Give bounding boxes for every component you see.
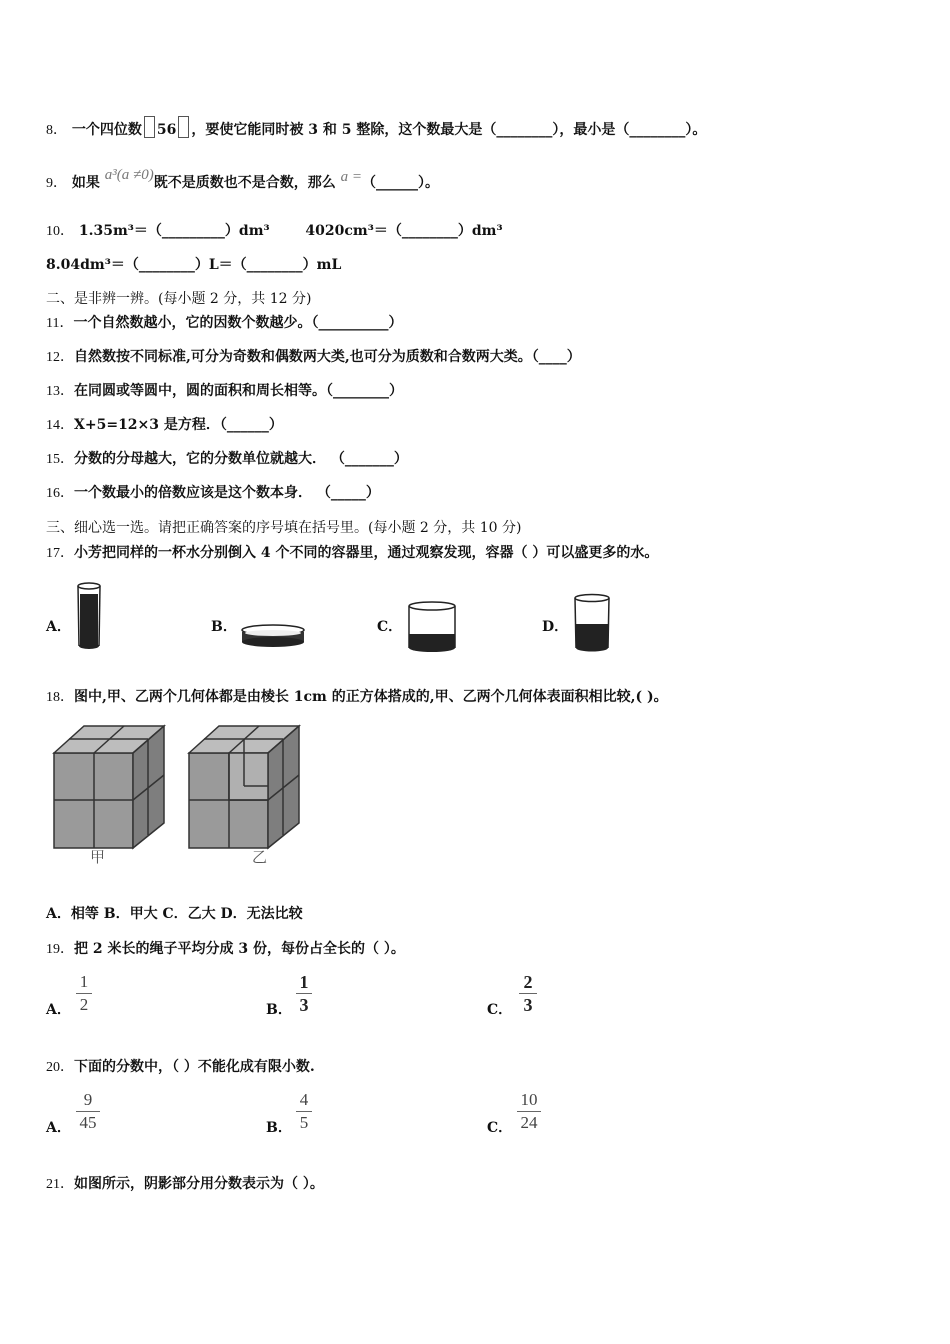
q9-math-b: a = <box>340 169 362 185</box>
q11-text: 一个自然数越小，它的因数个数越少。（__________） <box>73 315 403 331</box>
question-11 <box>46 314 402 333</box>
q20-option-c[interactable]: C． <box>487 1120 513 1136</box>
q19-fraction-b: 1 3 <box>296 972 312 1015</box>
q9-text-c: （______）。 <box>361 175 439 191</box>
solid-yi-label: 乙 <box>252 848 268 866</box>
question-12 <box>46 348 581 367</box>
q12-text: 自然数按不同标准,可分为奇数和偶数两大类,也可分为质数和合数两大类。（____） <box>74 349 581 365</box>
q19-text: 把 2 米长的绳子平均分成 3 份，每份占全长的（ ）。 <box>74 941 405 957</box>
q16-text: 一个数最小的倍数应该是这个数本身． （_____） <box>74 485 380 501</box>
q17-option-c[interactable]: C． <box>377 619 403 635</box>
q16-number: 16． <box>46 486 74 501</box>
q17-text: 小芳把同样的一杯水分别倒入 4 个不同的容器里，通过观察发现，容器（ ）可以盛更多的水。 <box>74 545 659 561</box>
container-d-icon <box>570 592 614 654</box>
q21-number: 21． <box>46 1177 74 1192</box>
q20-option-b[interactable]: B． <box>266 1120 292 1136</box>
cube-figure <box>44 718 314 873</box>
question-8 <box>46 116 706 140</box>
question-15 <box>46 450 408 469</box>
q21-text: 如图所示，阴影部分用分数表示为（ ）。 <box>74 1176 324 1192</box>
q20-fraction-b: 4 5 <box>296 1090 312 1133</box>
q13-number: 13． <box>46 384 74 399</box>
solid-jia-icon <box>54 726 164 848</box>
q10-line1-a: 1.35m³＝（_________）dm³ <box>78 223 270 239</box>
q19-option-b[interactable]: B． <box>266 1002 292 1018</box>
q14-number: 14． <box>46 418 74 433</box>
q9-number: 9． <box>46 176 67 191</box>
q18-text: 图中,甲、乙两个几何体都是由棱长 1cm 的正方体搭成的,甲、乙两个几何体表面积相比较,( )。 <box>74 689 668 705</box>
solid-jia-label: 甲 <box>90 848 106 866</box>
q13-text: 在同圆或等圆中，圆的面积和周长相等。（________） <box>74 383 403 399</box>
question-20 <box>46 1058 315 1077</box>
q9-text-b: 既不是质数也不是合数，那么 <box>153 175 336 191</box>
question-17 <box>46 544 658 563</box>
q19-fraction-c: 2 3 <box>519 972 537 1015</box>
container-a-icon <box>74 580 104 652</box>
q19-option-c[interactable]: C． <box>487 1002 513 1018</box>
q10-line2: 8.04dm³＝（________）L＝（________）mL <box>46 257 342 273</box>
q12-number: 12． <box>46 350 74 365</box>
q8-text-mid: 56 <box>156 122 177 138</box>
q10-number: 10． <box>46 224 74 239</box>
q15-number: 15． <box>46 452 74 467</box>
container-b-icon <box>238 620 308 652</box>
q8-text-a: 一个四位数 <box>71 122 142 138</box>
q17-option-b[interactable]: B． <box>211 619 237 635</box>
q14-text: X+5=12×3 是方程．（______） <box>74 417 283 433</box>
q9-text-a: 如果 <box>71 175 100 191</box>
section-2-heading: 二、是非辨一辨。(每小题 2 分，共 12 分) <box>46 291 312 307</box>
q19-number: 19． <box>46 942 74 957</box>
q18-number: 18． <box>46 690 74 705</box>
question-18 <box>46 688 668 707</box>
q17-option-a[interactable]: A． <box>46 619 71 635</box>
blank-box-icon <box>144 116 155 138</box>
q15-text: 分数的分母越大，它的分数单位就越大． （_______） <box>74 451 408 467</box>
q20-text: 下面的分数中，（ ）不能化成有限小数. <box>74 1059 315 1075</box>
q20-fraction-a: 9 45 <box>76 1090 100 1133</box>
q8-text-b: ，要使它能同时被 3 和 5 整除，这个数最大是（________），最小是（________）。 <box>191 122 707 138</box>
q18-options[interactable]: A．相等 B．甲大 C．乙大 D．无法比较 <box>46 906 303 922</box>
question-14 <box>46 416 283 435</box>
q11-number: 11． <box>46 316 74 331</box>
q20-number: 20． <box>46 1060 74 1075</box>
question-13 <box>46 382 403 401</box>
q8-number: 8． <box>46 123 67 138</box>
q17-option-d[interactable]: D． <box>542 619 569 635</box>
q20-fraction-c: 10 24 <box>517 1090 541 1133</box>
container-c-icon <box>404 600 460 654</box>
section-3-heading: 三、细心选一选。请把正确答案的序号填在括号里。(每小题 2 分，共 10 分) <box>46 520 522 536</box>
q17-number: 17． <box>46 546 74 561</box>
q19-fraction-a: 1 2 <box>76 972 92 1015</box>
question-10 <box>46 222 503 241</box>
q9-math-a: a³(a ≠0) <box>104 167 154 183</box>
q10-line1-b: 4020cm³＝（________）dm³ <box>305 223 503 239</box>
blank-box-icon <box>178 116 189 138</box>
question-19 <box>46 940 405 959</box>
q20-option-a[interactable]: A． <box>46 1120 71 1136</box>
question-16 <box>46 484 380 503</box>
solid-yi-icon <box>189 726 299 848</box>
question-9 <box>46 167 439 193</box>
q19-option-a[interactable]: A． <box>46 1002 71 1018</box>
question-21 <box>46 1175 324 1194</box>
